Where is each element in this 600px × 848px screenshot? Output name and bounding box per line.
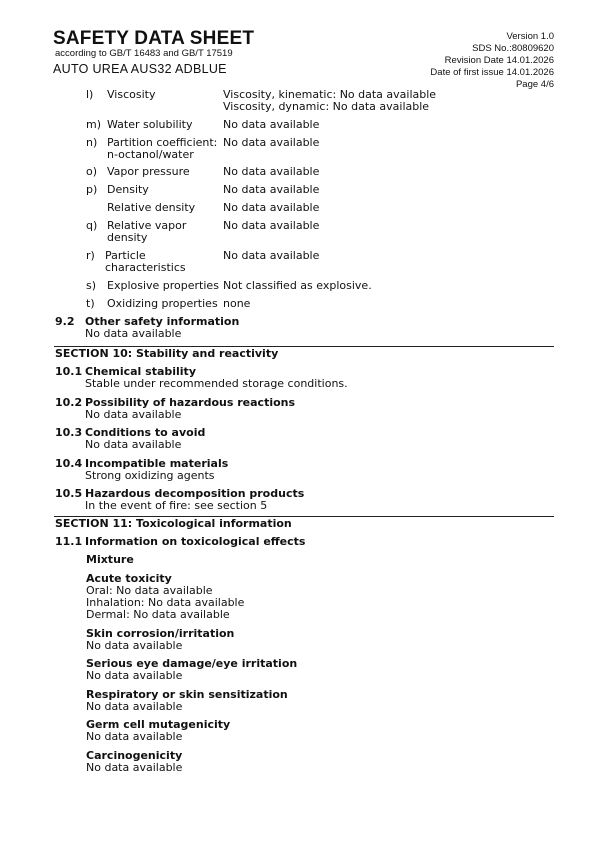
property-label: n-octanol/water (107, 148, 194, 161)
subsection-text: Stable under recommended storage conditions. (85, 377, 348, 390)
subsection-title: Incompatible materials (85, 457, 229, 470)
tox-text: No data available (86, 730, 183, 743)
subsection-number: 10.3 (55, 426, 83, 439)
property-label: Explosive properties (107, 279, 219, 292)
tox-heading: Skin corrosion/irritation (86, 627, 235, 640)
property-letter: q) (86, 219, 98, 232)
revision-date: Revision Date 14.01.2026 (444, 55, 554, 66)
subsection-text: In the event of fire: see section 5 (85, 499, 268, 512)
document-title: SAFETY DATA SHEET (53, 28, 255, 49)
subsection-title: Information on toxicological effects (85, 535, 306, 548)
property-value: Viscosity, kinematic: No data available (223, 88, 437, 101)
property-value: Not classified as explosive. (223, 279, 372, 292)
sds-number: SDS No.:80809620 (472, 43, 554, 54)
subsection-title: Conditions to avoid (85, 426, 206, 439)
subsection-text: Strong oxidizing agents (85, 469, 215, 482)
property-label: Relative vapor (107, 219, 187, 232)
property-letter: r) (86, 249, 95, 262)
subsection-text: No data available (85, 438, 182, 451)
subsection-title: Other safety information (85, 315, 240, 328)
subsection-title: Possibility of hazardous reactions (85, 396, 296, 409)
subsection-title: Hazardous decomposition products (85, 487, 305, 500)
property-letter: m) (86, 118, 102, 131)
property-value: Viscosity, dynamic: No data available (223, 100, 430, 113)
property-label: Density (107, 183, 149, 196)
property-letter: n) (86, 136, 98, 149)
subsection-text: No data available (85, 327, 182, 340)
property-value: No data available (223, 165, 320, 178)
property-value: No data available (223, 201, 320, 214)
property-label: Water solubility (107, 118, 193, 131)
property-label: characteristics (105, 261, 186, 274)
subsection-number: 10.5 (55, 487, 83, 500)
subsection-number: 11.1 (55, 535, 83, 548)
regulation-subtitle: according to GB/T 16483 and GB/T 17519 (55, 48, 233, 59)
section-10-heading: SECTION 10: Stability and reactivity (55, 347, 279, 360)
property-letter: o) (86, 165, 98, 178)
tox-text: Dermal: No data available (86, 608, 230, 621)
tox-heading: Germ cell mutagenicity (86, 718, 231, 731)
property-letter: l) (86, 88, 94, 101)
property-value: No data available (223, 183, 320, 196)
subsection-number: 10.1 (55, 365, 83, 378)
property-label: Oxidizing properties (107, 297, 218, 310)
property-value: No data available (223, 219, 320, 232)
property-letter: s) (86, 279, 97, 292)
property-label: Viscosity (107, 88, 156, 101)
section-11-heading: SECTION 11: Toxicological information (55, 517, 292, 530)
subsection-text: No data available (85, 408, 182, 421)
property-label: density (107, 231, 148, 244)
property-letter: t) (86, 297, 95, 310)
product-name: AUTO UREA AUS32 ADBLUE (53, 62, 227, 76)
property-letter: p) (86, 183, 98, 196)
property-value: No data available (223, 249, 320, 262)
tox-text: No data available (86, 761, 183, 774)
mixture-label: Mixture (86, 553, 134, 566)
version-label: Version 1.0 (506, 31, 554, 42)
tox-text: Inhalation: No data available (86, 596, 245, 609)
tox-text: No data available (86, 669, 183, 682)
tox-heading: Acute toxicity (86, 572, 172, 585)
tox-text: No data available (86, 700, 183, 713)
tox-text: No data available (86, 639, 183, 652)
tox-text: Oral: No data available (86, 584, 213, 597)
tox-heading: Respiratory or skin sensitization (86, 688, 288, 701)
tox-heading: Carcinogenicity (86, 749, 183, 762)
property-value: none (223, 297, 251, 310)
subsection-number: 10.2 (55, 396, 83, 409)
page-number: Page 4/6 (515, 79, 554, 90)
property-label: Partition coefficient: (107, 136, 218, 149)
subsection-number: 10.4 (55, 457, 83, 470)
property-label: Vapor pressure (107, 165, 190, 178)
tox-heading: Serious eye damage/eye irritation (86, 657, 298, 670)
property-value: No data available (223, 118, 320, 131)
property-label: Relative density (107, 201, 196, 214)
subsection-number: 9.2 (55, 315, 75, 328)
property-label: Particle (105, 249, 146, 262)
subsection-title: Chemical stability (85, 365, 196, 378)
first-issue-date: Date of first issue 14.01.2026 (430, 67, 554, 78)
property-value: No data available (223, 136, 320, 149)
